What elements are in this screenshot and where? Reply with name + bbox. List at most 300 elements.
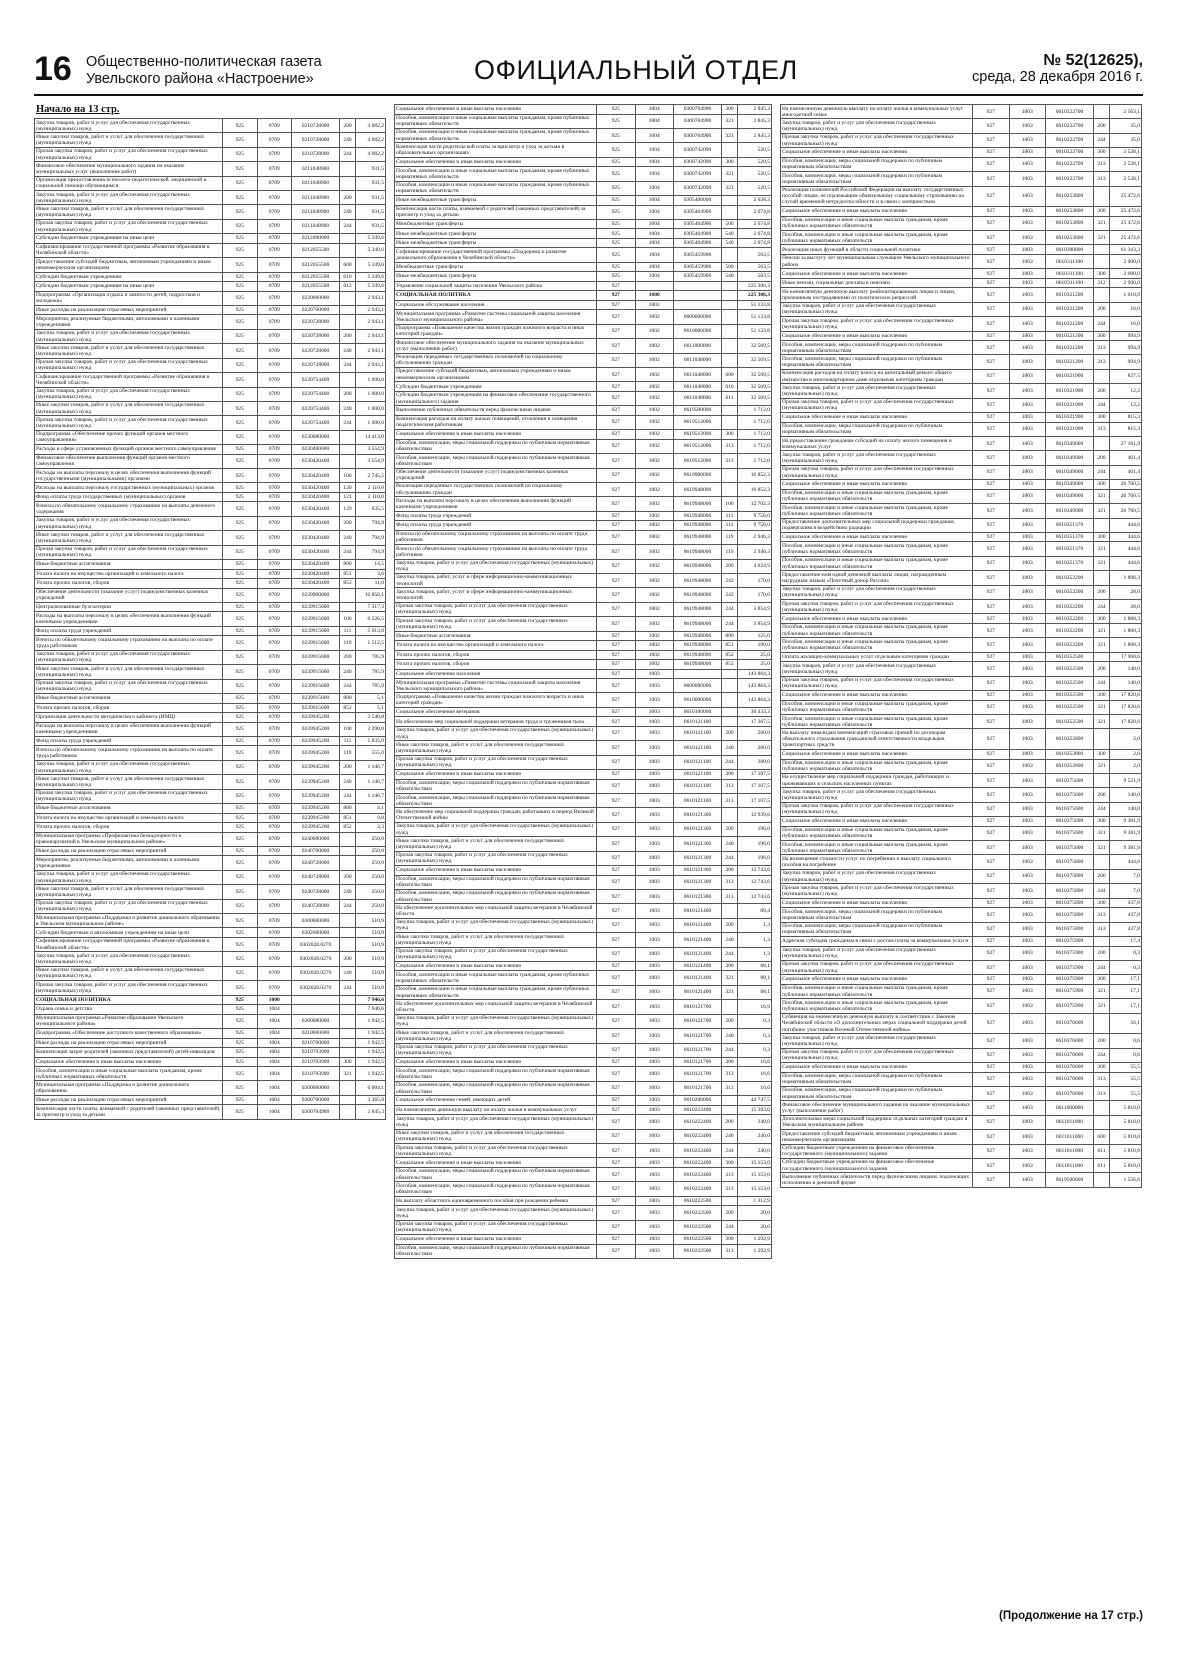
target-article-code-cell: 0610375800 bbox=[1046, 884, 1094, 898]
ministry-code-cell: 927 bbox=[597, 1182, 636, 1196]
expense-type-code-cell: 200 bbox=[1094, 302, 1110, 316]
amount-cell: 1 942,5 bbox=[356, 1029, 386, 1039]
ministry-code-cell: 927 bbox=[973, 841, 1010, 855]
target-article-code-cell: 0610349000 bbox=[1046, 504, 1094, 518]
amount-cell: 17,1 bbox=[1110, 984, 1142, 998]
ministry-code-cell: 927 bbox=[597, 468, 636, 482]
amount-cell: 9 521,9 bbox=[1110, 773, 1142, 787]
target-article-code-cell: 0212055500 bbox=[292, 243, 340, 257]
section-code-cell: 1003 bbox=[635, 1043, 674, 1057]
section-code-cell: 1003 bbox=[1009, 278, 1046, 288]
target-article-code-cell: 0610121400 bbox=[674, 904, 722, 918]
amount-cell: 444,8 bbox=[1110, 855, 1142, 869]
ministry-code-cell: 925 bbox=[597, 219, 636, 229]
target-article-code-cell: 0610352500 bbox=[1046, 676, 1094, 690]
item-name-cell: Прочая закупка товаров, работ и услуг для обеспечения государственных (муниципальных) нужд bbox=[395, 851, 597, 865]
table-row bbox=[395, 530, 772, 544]
item-name-cell: Закупка товаров, работ и услуг для обеспечения государственных (муниципальных) нужд bbox=[395, 1115, 597, 1129]
section-code-cell: 1003 bbox=[635, 822, 674, 836]
target-article-code-cell: 0305400000 bbox=[674, 196, 722, 206]
ministry-code-cell: 925 bbox=[223, 416, 258, 430]
item-name-cell: Пособия, компенсации, меры социальной поддержки по публичным нормативным обязательствам bbox=[395, 875, 597, 889]
table-row bbox=[35, 1014, 386, 1028]
ministry-code-cell: 927 bbox=[597, 1067, 636, 1081]
item-name-cell: Компенсация расходов на оплату жилых помещений, отопления и освещения педагогическим работникам bbox=[395, 415, 597, 429]
section-code-cell: 0709 bbox=[257, 430, 292, 444]
amount-cell: 437,8 bbox=[1110, 898, 1142, 908]
item-name-cell: Дополнительные меры социальной поддержки отдельных категорий граждан в Увельском муниципальном районе bbox=[781, 1115, 973, 1129]
section-code-cell: 1003 bbox=[1009, 571, 1046, 585]
section-code-cell: 0709 bbox=[257, 191, 292, 205]
ministry-code-cell: 927 bbox=[973, 585, 1010, 599]
target-article-code-cell: 0220000000 bbox=[292, 291, 340, 305]
table-row bbox=[395, 660, 772, 670]
expense-type-code-cell: 500 bbox=[722, 219, 738, 229]
table-row bbox=[395, 219, 772, 229]
amount-cell: 931,5 bbox=[356, 205, 386, 219]
section-code-cell: 1003 bbox=[1009, 105, 1046, 119]
ministry-code-cell: 927 bbox=[973, 278, 1010, 288]
item-name-cell: Пособия, компенсации и иные социальные выплаты гражданам, кроме публичных нормативных обязательств bbox=[781, 504, 973, 518]
table-row bbox=[35, 469, 386, 483]
target-article-code-cell: 0610121300 bbox=[674, 889, 722, 903]
target-article-code-cell: 0610349000 bbox=[1046, 451, 1094, 465]
amount-cell: 994,9 bbox=[1110, 355, 1142, 369]
item-name-cell: На осуществление мер социальной поддержки граждан, работающих и проживающих в сельских населенных пунктах bbox=[781, 773, 973, 787]
ministry-code-cell: 925 bbox=[597, 262, 636, 272]
expense-type-code-cell: 244 bbox=[1094, 600, 1110, 614]
expense-type-code-cell: 200 bbox=[340, 650, 356, 664]
section-code-cell: 0709 bbox=[257, 832, 292, 846]
ministry-code-cell: 927 bbox=[597, 617, 636, 631]
expense-type-code-cell: 200 bbox=[1094, 1034, 1110, 1048]
table-row bbox=[781, 676, 1142, 690]
table-row bbox=[781, 960, 1142, 974]
amount-cell: 16,6 bbox=[738, 1067, 772, 1081]
section-code-cell: 1003 bbox=[1009, 413, 1046, 423]
item-name-cell: Муниципальная программа «Развитие образования Увельского муниципального района» bbox=[35, 1014, 223, 1028]
expense-type-code-cell: 120 bbox=[340, 483, 356, 493]
item-name-cell: Обеспечение деятельности (оказание услуг) подведомственных казенных учреждений bbox=[35, 588, 223, 602]
target-article-code-cell: 0239915600 bbox=[292, 626, 340, 636]
expense-type-code-cell: 240 bbox=[722, 1029, 738, 1043]
amount-cell: 140,0 bbox=[1110, 802, 1142, 816]
ministry-code-cell: 927 bbox=[597, 985, 636, 999]
item-name-cell: Прочая закупка товаров, работ и услуг для обеспечения государственных (муниципальных) нужд bbox=[395, 1220, 597, 1234]
amount-cell: 88,1 bbox=[738, 961, 772, 971]
amount-cell: 5 810,0 bbox=[1110, 1130, 1142, 1144]
section-code-cell: 1003 bbox=[635, 1244, 674, 1258]
ministry-code-cell: 927 bbox=[597, 521, 636, 531]
item-name-cell: Пособия, компенсации, меры социальной поддержки по публичным нормативным обязательствам bbox=[781, 422, 973, 436]
amount-cell: 510,9 bbox=[356, 966, 386, 980]
section-code-cell: 1003 bbox=[635, 1182, 674, 1196]
section-code-cell: 1003 bbox=[1009, 691, 1046, 701]
target-article-code-cell: 0610321900 bbox=[1046, 422, 1094, 436]
expense-type-code-cell: 611 bbox=[1094, 1158, 1110, 1172]
section-code-cell: 1003 bbox=[635, 947, 674, 961]
amount-cell: 5 013,8 bbox=[356, 626, 386, 636]
section-code-cell: 1002 bbox=[635, 573, 674, 587]
ministry-code-cell: 927 bbox=[597, 430, 636, 440]
amount-cell: 563,5 bbox=[738, 272, 772, 282]
table-row bbox=[781, 922, 1142, 936]
target-article-code-cell: 0611000000 bbox=[1046, 1101, 1094, 1115]
amount-cell: 17 107,5 bbox=[738, 794, 772, 808]
expense-type-code-cell: 300 bbox=[722, 1158, 738, 1168]
section-code-cell: 0709 bbox=[257, 162, 292, 176]
table-row bbox=[35, 344, 386, 358]
section-code-cell: 1003 bbox=[1009, 302, 1046, 316]
table-row bbox=[781, 437, 1142, 451]
expense-type-code-cell: 852 bbox=[340, 579, 356, 589]
section-code-cell: 1003 bbox=[635, 875, 674, 889]
amount-cell: 6 004,1 bbox=[356, 1081, 386, 1095]
section-code-cell: 0709 bbox=[257, 937, 292, 951]
amount-cell: 12,2 bbox=[1110, 398, 1142, 412]
target-article-code-cell: 0610300000 bbox=[1046, 245, 1094, 255]
section-code-cell: 1004 bbox=[635, 105, 674, 115]
amount-cell: 1 712,0 bbox=[738, 454, 772, 468]
amount-cell: 196,0 bbox=[738, 837, 772, 851]
amount-cell: 1 000,0 bbox=[356, 387, 386, 401]
target-article-code-cell: 0610200000 bbox=[674, 1096, 722, 1106]
item-name-cell: Выполнение публичных обязательств перед физическими лицами, подлежащих исполнению в денежной форме bbox=[781, 1173, 973, 1187]
amount-cell: 1 000,0 bbox=[356, 373, 386, 387]
section-code-cell: 1004 bbox=[635, 272, 674, 282]
ministry-code-cell: 927 bbox=[973, 662, 1010, 676]
item-name-cell: Взносы по обязательному социальному страхованию на выплаты по оплате труда работников bbox=[395, 545, 597, 559]
expense-type-code-cell: 300 bbox=[1094, 331, 1110, 341]
item-name-cell: Пособия, компенсации и иные социальные выплаты гражданам, кроме публичных нормативных обязательств bbox=[781, 623, 973, 637]
target-article-code-cell: 0611048000 bbox=[674, 367, 722, 381]
expense-type-code-cell: 240 bbox=[340, 133, 356, 147]
expense-type-code-cell: 121 bbox=[340, 492, 356, 502]
target-article-code-cell: 0302000000 bbox=[292, 928, 340, 938]
ministry-code-cell: 925 bbox=[223, 846, 258, 856]
amount-cell: 17 820,6 bbox=[1110, 715, 1142, 729]
target-article-code-cell: 0610222400 bbox=[674, 1182, 722, 1196]
table-row bbox=[781, 172, 1142, 186]
table-row bbox=[395, 353, 772, 367]
amount-cell: 250,0 bbox=[356, 885, 386, 899]
amount-cell: 0,3 bbox=[738, 1014, 772, 1028]
ministry-code-cell: 927 bbox=[973, 269, 1010, 279]
item-name-cell: Иные бюджетные ассигнования bbox=[35, 804, 223, 814]
table-row bbox=[781, 1101, 1142, 1115]
item-name-cell: Закупка товаров, работ и услуг для обеспечения государственных (муниципальных) нужд bbox=[781, 119, 973, 133]
section-code-cell: 1003 bbox=[1009, 869, 1046, 883]
section-code-cell: 1003 bbox=[635, 1129, 674, 1143]
expense-type-code-cell: 200 bbox=[1094, 384, 1110, 398]
target-article-code-cell: 0610376000 bbox=[1046, 1072, 1094, 1086]
table-row bbox=[395, 545, 772, 559]
amount-cell: 196,0 bbox=[738, 851, 772, 865]
amount-cell: 240,0 bbox=[738, 1129, 772, 1143]
ministry-code-cell: 925 bbox=[597, 128, 636, 142]
section-code-cell: 1003 bbox=[635, 1067, 674, 1081]
ministry-code-cell: 925 bbox=[223, 1067, 258, 1081]
amount-cell: 1 146,7 bbox=[356, 789, 386, 803]
section-code-cell: 1003 bbox=[1009, 884, 1046, 898]
section-code-cell: 1003 bbox=[635, 755, 674, 769]
section-code-cell: 1003 bbox=[1009, 542, 1046, 556]
ministry-code-cell: 927 bbox=[597, 439, 636, 453]
amount-cell: 51 133,8 bbox=[738, 300, 772, 310]
target-article-code-cell: 0619948000 bbox=[674, 602, 722, 616]
section-code-cell: 0709 bbox=[257, 928, 292, 938]
target-article-code-cell: 0239945200 bbox=[292, 813, 340, 823]
section-code-cell: 1000 bbox=[257, 995, 292, 1005]
table-row bbox=[781, 413, 1142, 423]
expense-type-code-cell bbox=[340, 846, 356, 856]
table-row bbox=[395, 229, 772, 239]
section-code-cell: 1003 bbox=[1009, 254, 1046, 268]
table-row bbox=[781, 105, 1142, 119]
expense-type-code-cell: 240 bbox=[722, 741, 738, 755]
section-code-cell: 1002 bbox=[635, 391, 674, 405]
amount-cell: 520,5 bbox=[738, 143, 772, 157]
expense-type-code-cell: 244 bbox=[340, 219, 356, 233]
amount-cell: 32 569,5 bbox=[738, 367, 772, 381]
amount-cell: 1 868,3 bbox=[1110, 623, 1142, 637]
target-article-code-cell: 0302028.0270 bbox=[292, 952, 340, 966]
section-code-cell: 0709 bbox=[257, 789, 292, 803]
table-row bbox=[781, 518, 1142, 532]
table-row bbox=[395, 1014, 772, 1028]
ministry-code-cell: 925 bbox=[223, 483, 258, 493]
target-article-code-cell: 0610375900 bbox=[1046, 999, 1094, 1013]
expense-type-code-cell: 321 bbox=[1094, 700, 1110, 714]
expense-type-code-cell: 300 bbox=[1094, 975, 1110, 985]
item-name-cell: Социальное обеспечение и иные выплаты населению bbox=[395, 866, 597, 876]
item-name-cell: Пособия, компенсации и иные социальные выплаты гражданам, кроме публичных нормативных обязательств bbox=[781, 542, 973, 556]
table-row bbox=[35, 147, 386, 161]
expense-type-code-cell bbox=[1094, 105, 1110, 119]
amount-cell: 35,0 bbox=[1110, 133, 1142, 147]
expense-type-code-cell bbox=[722, 1000, 738, 1014]
ministry-code-cell: 925 bbox=[223, 789, 258, 803]
target-article-code-cell bbox=[674, 291, 722, 301]
ministry-code-cell: 927 bbox=[973, 855, 1010, 869]
amount-cell: 14 413,0 bbox=[356, 430, 386, 444]
expense-type-code-cell: 240 bbox=[722, 933, 738, 947]
item-name-cell: Пенсии за выслугу лет муниципальным служащим Увельского муниципального района bbox=[781, 254, 973, 268]
ministry-code-cell: 927 bbox=[597, 559, 636, 573]
ministry-code-cell: 927 bbox=[973, 817, 1010, 827]
table-row bbox=[781, 802, 1142, 816]
ministry-code-cell: 927 bbox=[597, 631, 636, 641]
newspaper-name bbox=[86, 54, 376, 88]
section-code-cell: 1003 bbox=[635, 717, 674, 727]
ministry-code-cell: 927 bbox=[597, 1129, 636, 1143]
table-row bbox=[781, 119, 1142, 133]
amount-cell: 2 946,3 bbox=[738, 545, 772, 559]
section-code-cell: 1003 bbox=[635, 933, 674, 947]
item-name-cell: Уплата прочих налогов, сборов bbox=[35, 579, 223, 589]
item-name-cell: Пособия, компенсации и иные социальные выплаты гражданам, кроме публичных нормативных обязательств bbox=[35, 1067, 223, 1081]
amount-cell: 1 000,0 bbox=[356, 401, 386, 415]
table-row bbox=[35, 430, 386, 444]
item-name-cell: На ежемесячную денежную выплату на оплату жилья и коммунальных услуг многодетной семье bbox=[781, 105, 973, 119]
target-article-code-cell: 0230420400 bbox=[292, 545, 340, 559]
section-code-cell: 1003 bbox=[1009, 788, 1046, 802]
item-name-cell: Социальное обеспечение и иные выплаты населению bbox=[781, 898, 973, 908]
ministry-code-cell: 927 bbox=[597, 511, 636, 521]
table-row bbox=[35, 305, 386, 315]
table-row bbox=[35, 626, 386, 636]
ministry-code-cell: 927 bbox=[973, 288, 1010, 302]
table-row bbox=[35, 1029, 386, 1039]
ministry-code-cell: 925 bbox=[223, 176, 258, 190]
target-article-code-cell: 0610222500 bbox=[674, 1206, 722, 1220]
amount-cell: 250,0 bbox=[356, 846, 386, 856]
target-article-code-cell: 0302028.0270 bbox=[292, 981, 340, 995]
item-name-cell: Субвенция на ежемесячную денежную выплату в соответствии с Законом Челябинской области «О дополнительных мерах социальной поддержки детей погибших участников Великой Отечественной войны» bbox=[781, 1013, 973, 1034]
item-name-cell: Уплата налога на имущество организаций и земельного налога bbox=[395, 641, 597, 651]
ministry-code-cell: 927 bbox=[973, 384, 1010, 398]
target-article-code-cell: 0610222400 bbox=[674, 1129, 722, 1143]
table-row bbox=[781, 288, 1142, 302]
target-article-code-cell: 0230420400 bbox=[292, 454, 340, 468]
target-article-code-cell: 0610121100 bbox=[674, 794, 722, 808]
table-row bbox=[395, 391, 772, 405]
ministry-code-cell: 925 bbox=[223, 162, 258, 176]
target-article-code-cell: 0600000000 bbox=[674, 679, 722, 693]
target-article-code-cell: 0240728000 bbox=[292, 870, 340, 884]
expense-type-code-cell bbox=[722, 339, 738, 353]
ministry-code-cell: 927 bbox=[973, 504, 1010, 518]
amount-cell: 12 702,3 bbox=[738, 497, 772, 511]
item-name-cell: Расходы на выплаты персоналу государственных (муниципальных) органов bbox=[35, 483, 223, 493]
amount-cell: 1 942,5 bbox=[356, 1014, 386, 1028]
ministry-code-cell: 927 bbox=[973, 1101, 1010, 1115]
issue-number: № 52(12625), bbox=[1043, 52, 1143, 69]
table-row bbox=[35, 176, 386, 190]
target-article-code-cell: 0610121700 bbox=[674, 1029, 722, 1043]
expense-type-code-cell: 244 bbox=[1094, 884, 1110, 898]
table-row bbox=[35, 602, 386, 612]
target-article-code-cell: 0610349000 bbox=[1046, 465, 1094, 479]
item-name-cell: Социальное обеспечение и иные выплаты населению bbox=[781, 532, 973, 542]
item-name-cell: Реализация переданных государственных полномочий по социальному обслуживанию граждан bbox=[395, 353, 597, 367]
item-name-cell: Иные закупки товаров, работ и услуг для обеспечения государственных (муниципальных) нужд bbox=[395, 933, 597, 947]
section-code-cell: 1002 bbox=[635, 521, 674, 531]
target-article-code-cell: 0610222500 bbox=[674, 1220, 722, 1234]
section-code-cell: 0709 bbox=[257, 502, 292, 516]
target-article-code-cell: 0212055500 bbox=[292, 282, 340, 292]
ministry-code-cell: 927 bbox=[597, 573, 636, 587]
ministry-code-cell: 925 bbox=[223, 952, 258, 966]
expense-type-code-cell bbox=[340, 856, 356, 870]
table-row bbox=[395, 157, 772, 167]
section-code-cell: 1003 bbox=[1009, 773, 1046, 787]
item-name-cell: Управление социальной защиты населения Увельского района bbox=[395, 281, 597, 291]
table-row bbox=[395, 382, 772, 392]
expense-type-code-cell: 610 bbox=[722, 382, 738, 392]
expense-type-code-cell bbox=[1094, 855, 1110, 869]
amount-cell: 510,9 bbox=[356, 952, 386, 966]
item-name-cell: Иные закупки товаров, работ и услуг для обеспечения государственных (муниципальных) нужд bbox=[35, 344, 223, 358]
table-row bbox=[781, 700, 1142, 714]
section-code-cell: 1003 bbox=[1009, 518, 1046, 532]
target-article-code-cell: 0210700000 bbox=[292, 1038, 340, 1048]
ministry-code-cell: 925 bbox=[223, 914, 258, 928]
item-name-cell: Иные расходы на реализацию отраслевых мероприятий bbox=[35, 305, 223, 315]
item-name-cell: Прочая закупка товаров, работ и услуг для обеспечения государственных (муниципальных) нужд bbox=[781, 802, 973, 816]
section-code-cell: 1003 bbox=[1009, 133, 1046, 147]
ministry-code-cell: 925 bbox=[597, 181, 636, 195]
section-code-cell: 1003 bbox=[1009, 1086, 1046, 1100]
target-article-code-cell: 0210728000 bbox=[292, 133, 340, 147]
expense-type-code-cell bbox=[340, 713, 356, 723]
ministry-code-cell: 927 bbox=[973, 465, 1010, 479]
ministry-code-cell: 927 bbox=[597, 545, 636, 559]
ministry-code-cell: 927 bbox=[973, 422, 1010, 436]
item-name-cell: Иные закупки товаров, работ и услуг для обеспечения государственных (муниципальных) нужд bbox=[395, 741, 597, 755]
section-code-cell: 1003 bbox=[1009, 437, 1046, 451]
ministry-code-cell: 925 bbox=[223, 937, 258, 951]
expense-type-code-cell bbox=[1094, 1101, 1110, 1115]
amount-cell: 55,5 bbox=[1110, 1086, 1142, 1100]
expense-type-code-cell: 244 bbox=[1094, 802, 1110, 816]
table-row bbox=[395, 430, 772, 440]
ministry-code-cell: 927 bbox=[973, 960, 1010, 974]
item-name-cell: Социальное обеспечение семей, имеющих детей bbox=[395, 1096, 597, 1106]
ministry-code-cell: 925 bbox=[223, 291, 258, 305]
amount-cell: 2 745,5 bbox=[356, 469, 386, 483]
table-row bbox=[781, 600, 1142, 614]
item-name-cell: Иные межбюджетные трансферты bbox=[395, 238, 597, 248]
table-row bbox=[35, 282, 386, 292]
item-name-cell: Прочая закупка товаров, работ и услуг для обеспечения государственных (муниципальных) нужд bbox=[395, 617, 597, 631]
item-name-cell: Закупка товаров, работ, услуг в сфере информационно-коммуникационных технологий bbox=[395, 588, 597, 602]
target-article-code-cell: 0610121400 bbox=[674, 961, 722, 971]
target-article-code-cell: 0610321200 bbox=[1046, 341, 1094, 355]
target-article-code-cell: 0610222500 bbox=[674, 1244, 722, 1258]
ministry-code-cell: 927 bbox=[597, 875, 636, 889]
item-name-cell: Адресная субсидия гражданам в связи с ростом платы за коммунальные услуги bbox=[781, 937, 973, 947]
amount-cell: 11,0 bbox=[356, 579, 386, 589]
table-row bbox=[395, 439, 772, 453]
item-name-cell: Прочая закупка товаров, работ и услуг для обеспечения государственных (муниципальных) нужд bbox=[35, 545, 223, 559]
ministry-code-cell: 925 bbox=[223, 804, 258, 814]
table-row bbox=[395, 272, 772, 282]
section-code-cell: 1003 bbox=[1009, 1130, 1046, 1144]
amount-cell: 9 381,9 bbox=[1110, 817, 1142, 827]
expense-type-code-cell: 244 bbox=[340, 416, 356, 430]
amount-cell: 0,3 bbox=[738, 1029, 772, 1043]
expense-type-code-cell: 244 bbox=[722, 1043, 738, 1057]
target-article-code-cell: 0610352500 bbox=[1046, 691, 1094, 701]
amount-cell: 15 153,0 bbox=[738, 1182, 772, 1196]
section-code-cell: 1002 bbox=[635, 468, 674, 482]
ministry-code-cell: 927 bbox=[973, 571, 1010, 585]
expense-type-code-cell: 240 bbox=[340, 775, 356, 789]
expense-type-code-cell: 100 bbox=[722, 497, 738, 511]
table-row bbox=[35, 219, 386, 233]
table-row bbox=[781, 341, 1142, 355]
ministry-code-cell: 927 bbox=[597, 415, 636, 429]
expense-type-code-cell: 313 bbox=[722, 794, 738, 808]
expense-type-code-cell: 852 bbox=[722, 660, 738, 670]
ministry-code-cell: 927 bbox=[597, 1244, 636, 1258]
item-name-cell: Иные расходы на реализацию отраслевых мероприятий bbox=[35, 1095, 223, 1105]
item-name-cell: Субсидии бюджетным учреждениям bbox=[35, 272, 223, 282]
ministry-code-cell: 927 bbox=[973, 1013, 1010, 1034]
expense-type-code-cell: 300 bbox=[722, 866, 738, 876]
amount-cell: 143 864,3 bbox=[738, 693, 772, 707]
